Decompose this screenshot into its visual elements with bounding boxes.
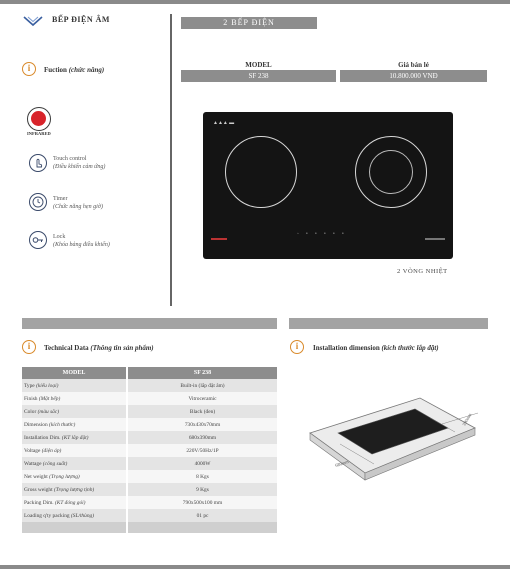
dimension-depth: 390mm	[461, 412, 473, 427]
brand-mark	[211, 238, 227, 240]
feature-lock: Lock (Khóa bảng điều khiển)	[53, 234, 110, 248]
installation-title: Installation dimension (kích thước lắp đặt)	[313, 344, 439, 352]
model-label: MODEL	[245, 61, 272, 69]
installation-diagram	[290, 378, 490, 498]
right-burner-inner	[369, 150, 413, 194]
lock-icon	[29, 231, 47, 249]
touch-icon	[29, 154, 47, 172]
table-row: Gross weight (Trọng lượng tịnh) 9 Kgs	[22, 483, 277, 496]
infrared-icon	[27, 107, 51, 131]
technical-title: Technical Data (Thông tin sản phẩm)	[44, 344, 154, 352]
table-row: Loading q'ty packing (SL/thùng) 01 pc	[22, 509, 277, 522]
function-title: Fuction (chức năng)	[44, 66, 105, 74]
table-row: Finish (Mặt bếp) Vitroceramic	[22, 392, 277, 405]
table-row: Dimension (kích thước) 730x430x70mm	[22, 418, 277, 431]
dimension-width: 680mm	[334, 458, 350, 469]
category-banner: 2 BẾP ĐIỆN	[181, 17, 317, 29]
price-value: 10.800.000 VNĐ	[340, 70, 487, 82]
info-icon: i	[290, 340, 304, 354]
spec-header-row	[22, 367, 277, 379]
product-caption: 2 VÒNG NHIỆT	[397, 268, 448, 275]
section-band-left	[22, 318, 277, 329]
table-row: Packing Dim. (KT đóng gói) 790x500x100 mm	[22, 496, 277, 509]
table-row: Net weight (Trọng lượng) 8 Kgs	[22, 470, 277, 483]
timer-icon	[29, 193, 47, 211]
info-icon: i	[22, 62, 36, 76]
vertical-divider	[170, 14, 172, 306]
feature-timer: Timer (Chức năng hẹn giờ)	[53, 196, 103, 210]
spec-header-model: MODEL	[22, 367, 127, 379]
table-row: Color (màu sắc) Black (đen)	[22, 405, 277, 418]
feature-touch: Touch control (Điều khiển cảm ứng)	[53, 156, 106, 170]
infrared-label: INFRARED	[27, 131, 51, 136]
rating-label	[425, 238, 445, 240]
warning-icons: ▲▲▲ ▬	[213, 121, 235, 126]
top-border	[0, 0, 510, 4]
table-row: Voltage (điện áp) 220V/50Hz/1P	[22, 444, 277, 457]
info-icon: i	[22, 340, 36, 354]
table-row: Wattage (công suất) 4000W	[22, 457, 277, 470]
bottom-border	[0, 565, 510, 569]
left-burner	[225, 136, 297, 208]
table-row: Type (kiểu loại) Built-in (lắp đặt âm)	[22, 379, 277, 392]
cooktop-image	[203, 112, 453, 259]
chevron-down-icon	[22, 14, 44, 28]
spec-table	[22, 367, 277, 533]
section-band-right	[289, 318, 488, 329]
category-title: BẾP ĐIỆN ÂM	[52, 15, 110, 24]
touch-panel: ◦ • • • • •	[297, 232, 347, 237]
price-label: Giá bán lẻ	[398, 61, 429, 69]
table-row: Installation Dim. (KT lắp đặt) 680x390mm	[22, 431, 277, 444]
table-row-blank	[22, 522, 277, 533]
model-value: SF 238	[181, 70, 336, 82]
spec-header-value: SF 238	[127, 367, 277, 379]
